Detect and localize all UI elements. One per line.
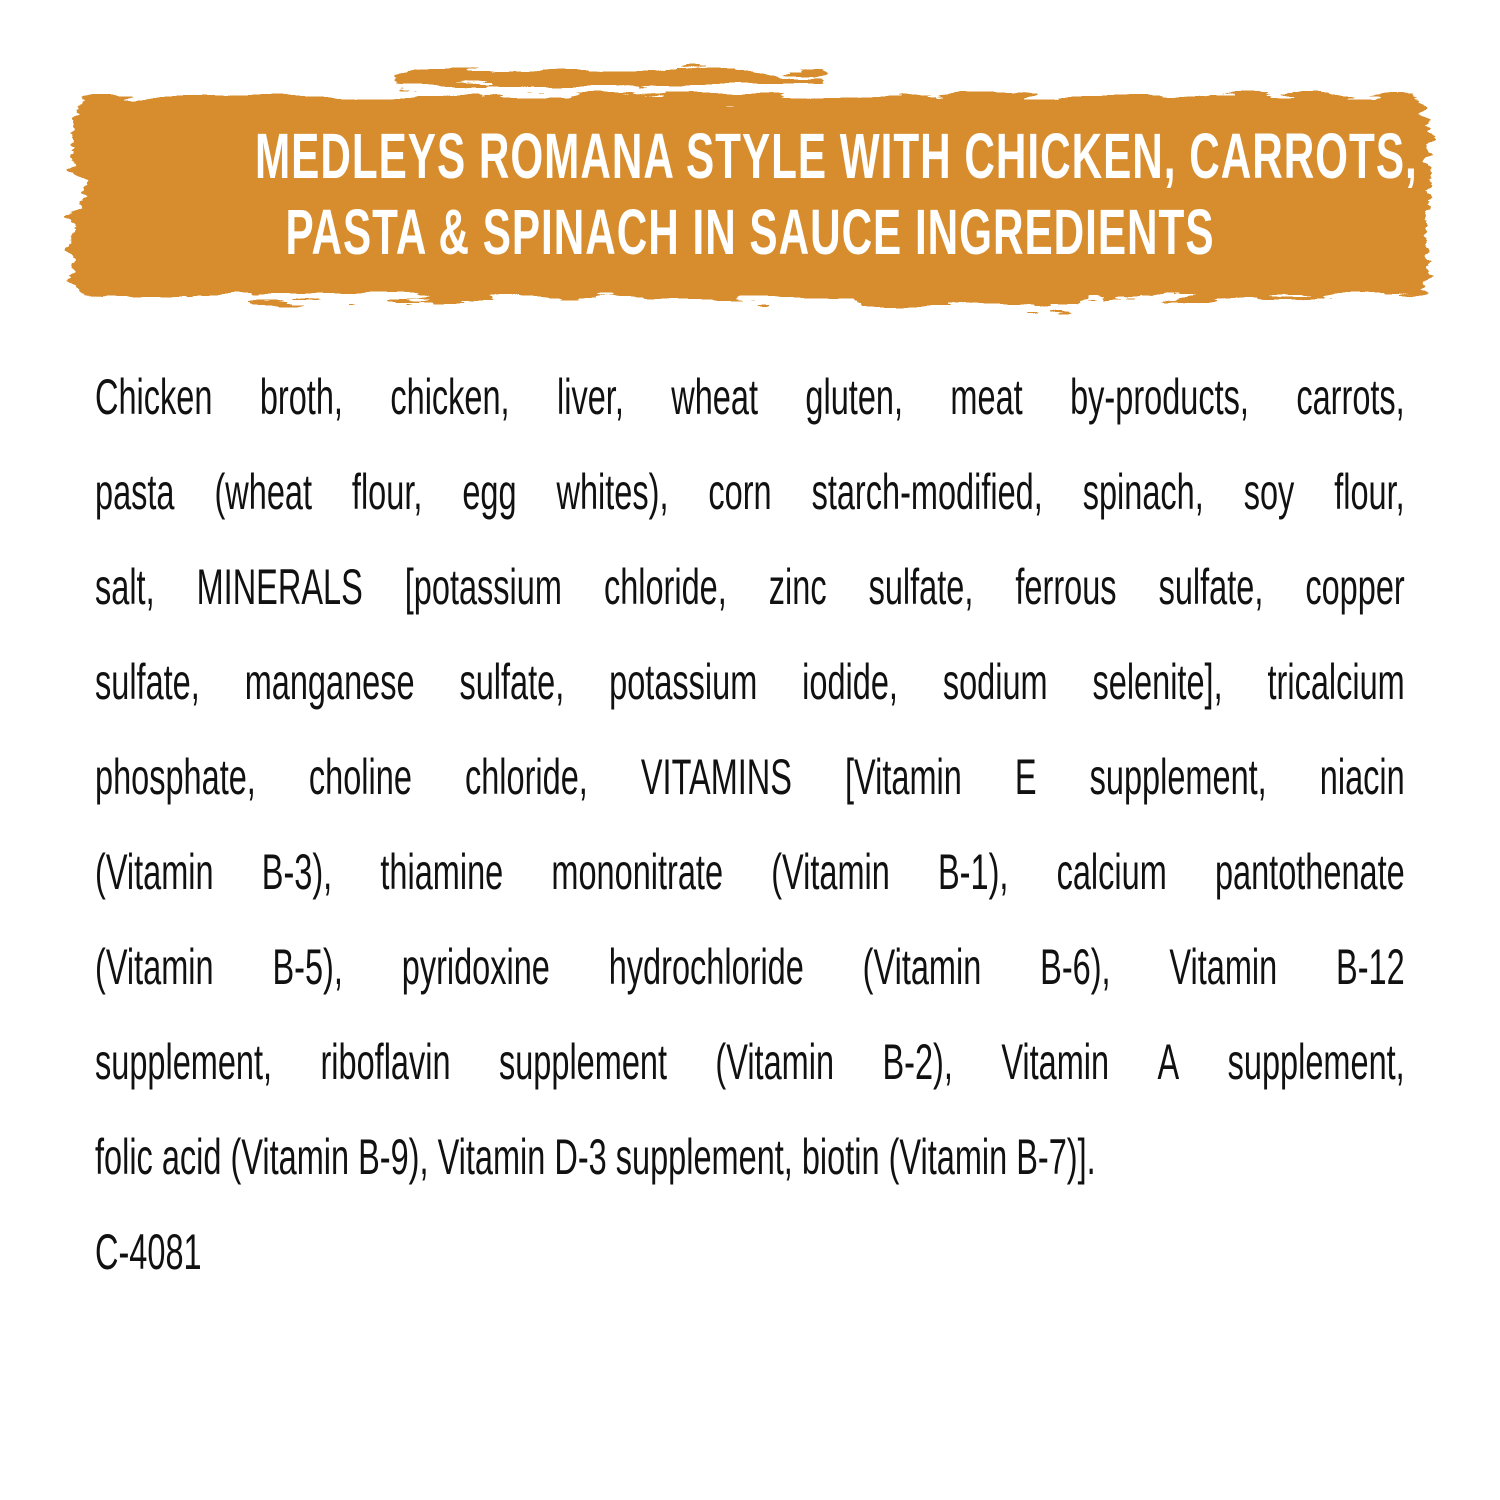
brush-streak-top [395, 72, 825, 85]
ingredients-paragraph [95, 350, 1405, 1300]
banner-title-line2: PASTA & SPINACH IN SAUCE INGREDIENTS [285, 196, 1215, 268]
ingredients-line: sulfate, manganese sulfate, potassium iodide, sodium selenite], tricalcium [95, 654, 1405, 710]
ingredients-line: Chicken broth, chicken, liver, wheat gluten, meat by-products, carrots, [95, 369, 1405, 425]
title-banner [0, 0, 1500, 345]
ingredients-line: (Vitamin B-3), thiamine mononitrate (Vitamin B-1), calcium pantothenate [95, 844, 1405, 900]
product-code: C-4081 [95, 1224, 202, 1280]
brush-streak-bottom [855, 294, 1085, 306]
ingredients-line: pasta (wheat flour, egg whites), corn starch-modified, spinach, soy flour, [95, 464, 1405, 520]
banner-title [254, 118, 1418, 270]
brush-notch [28, 160, 84, 220]
ingredients-line: (Vitamin B-5), pyridoxine hydrochloride (Vitamin B-6), Vitamin B-12 [95, 939, 1405, 995]
ingredients-line: salt, MINERALS [potassium chloride, zinc sulfate, ferrous sulfate, copper [95, 559, 1405, 615]
banner-title-line1: MEDLEYS ROMANA STYLE WITH CHICKEN, CARROTS, [254, 120, 1418, 192]
ingredients-line: supplement, riboflavin supplement (Vitamin B-2), Vitamin A supplement, [95, 1034, 1405, 1090]
ingredients-line: phosphate, choline chloride, VITAMINS [Vitamin E supplement, niacin [95, 749, 1405, 805]
ingredients-line: folic acid (Vitamin B-9), Vitamin D-3 supplement, biotin (Vitamin B-7)]. [95, 1129, 1096, 1185]
